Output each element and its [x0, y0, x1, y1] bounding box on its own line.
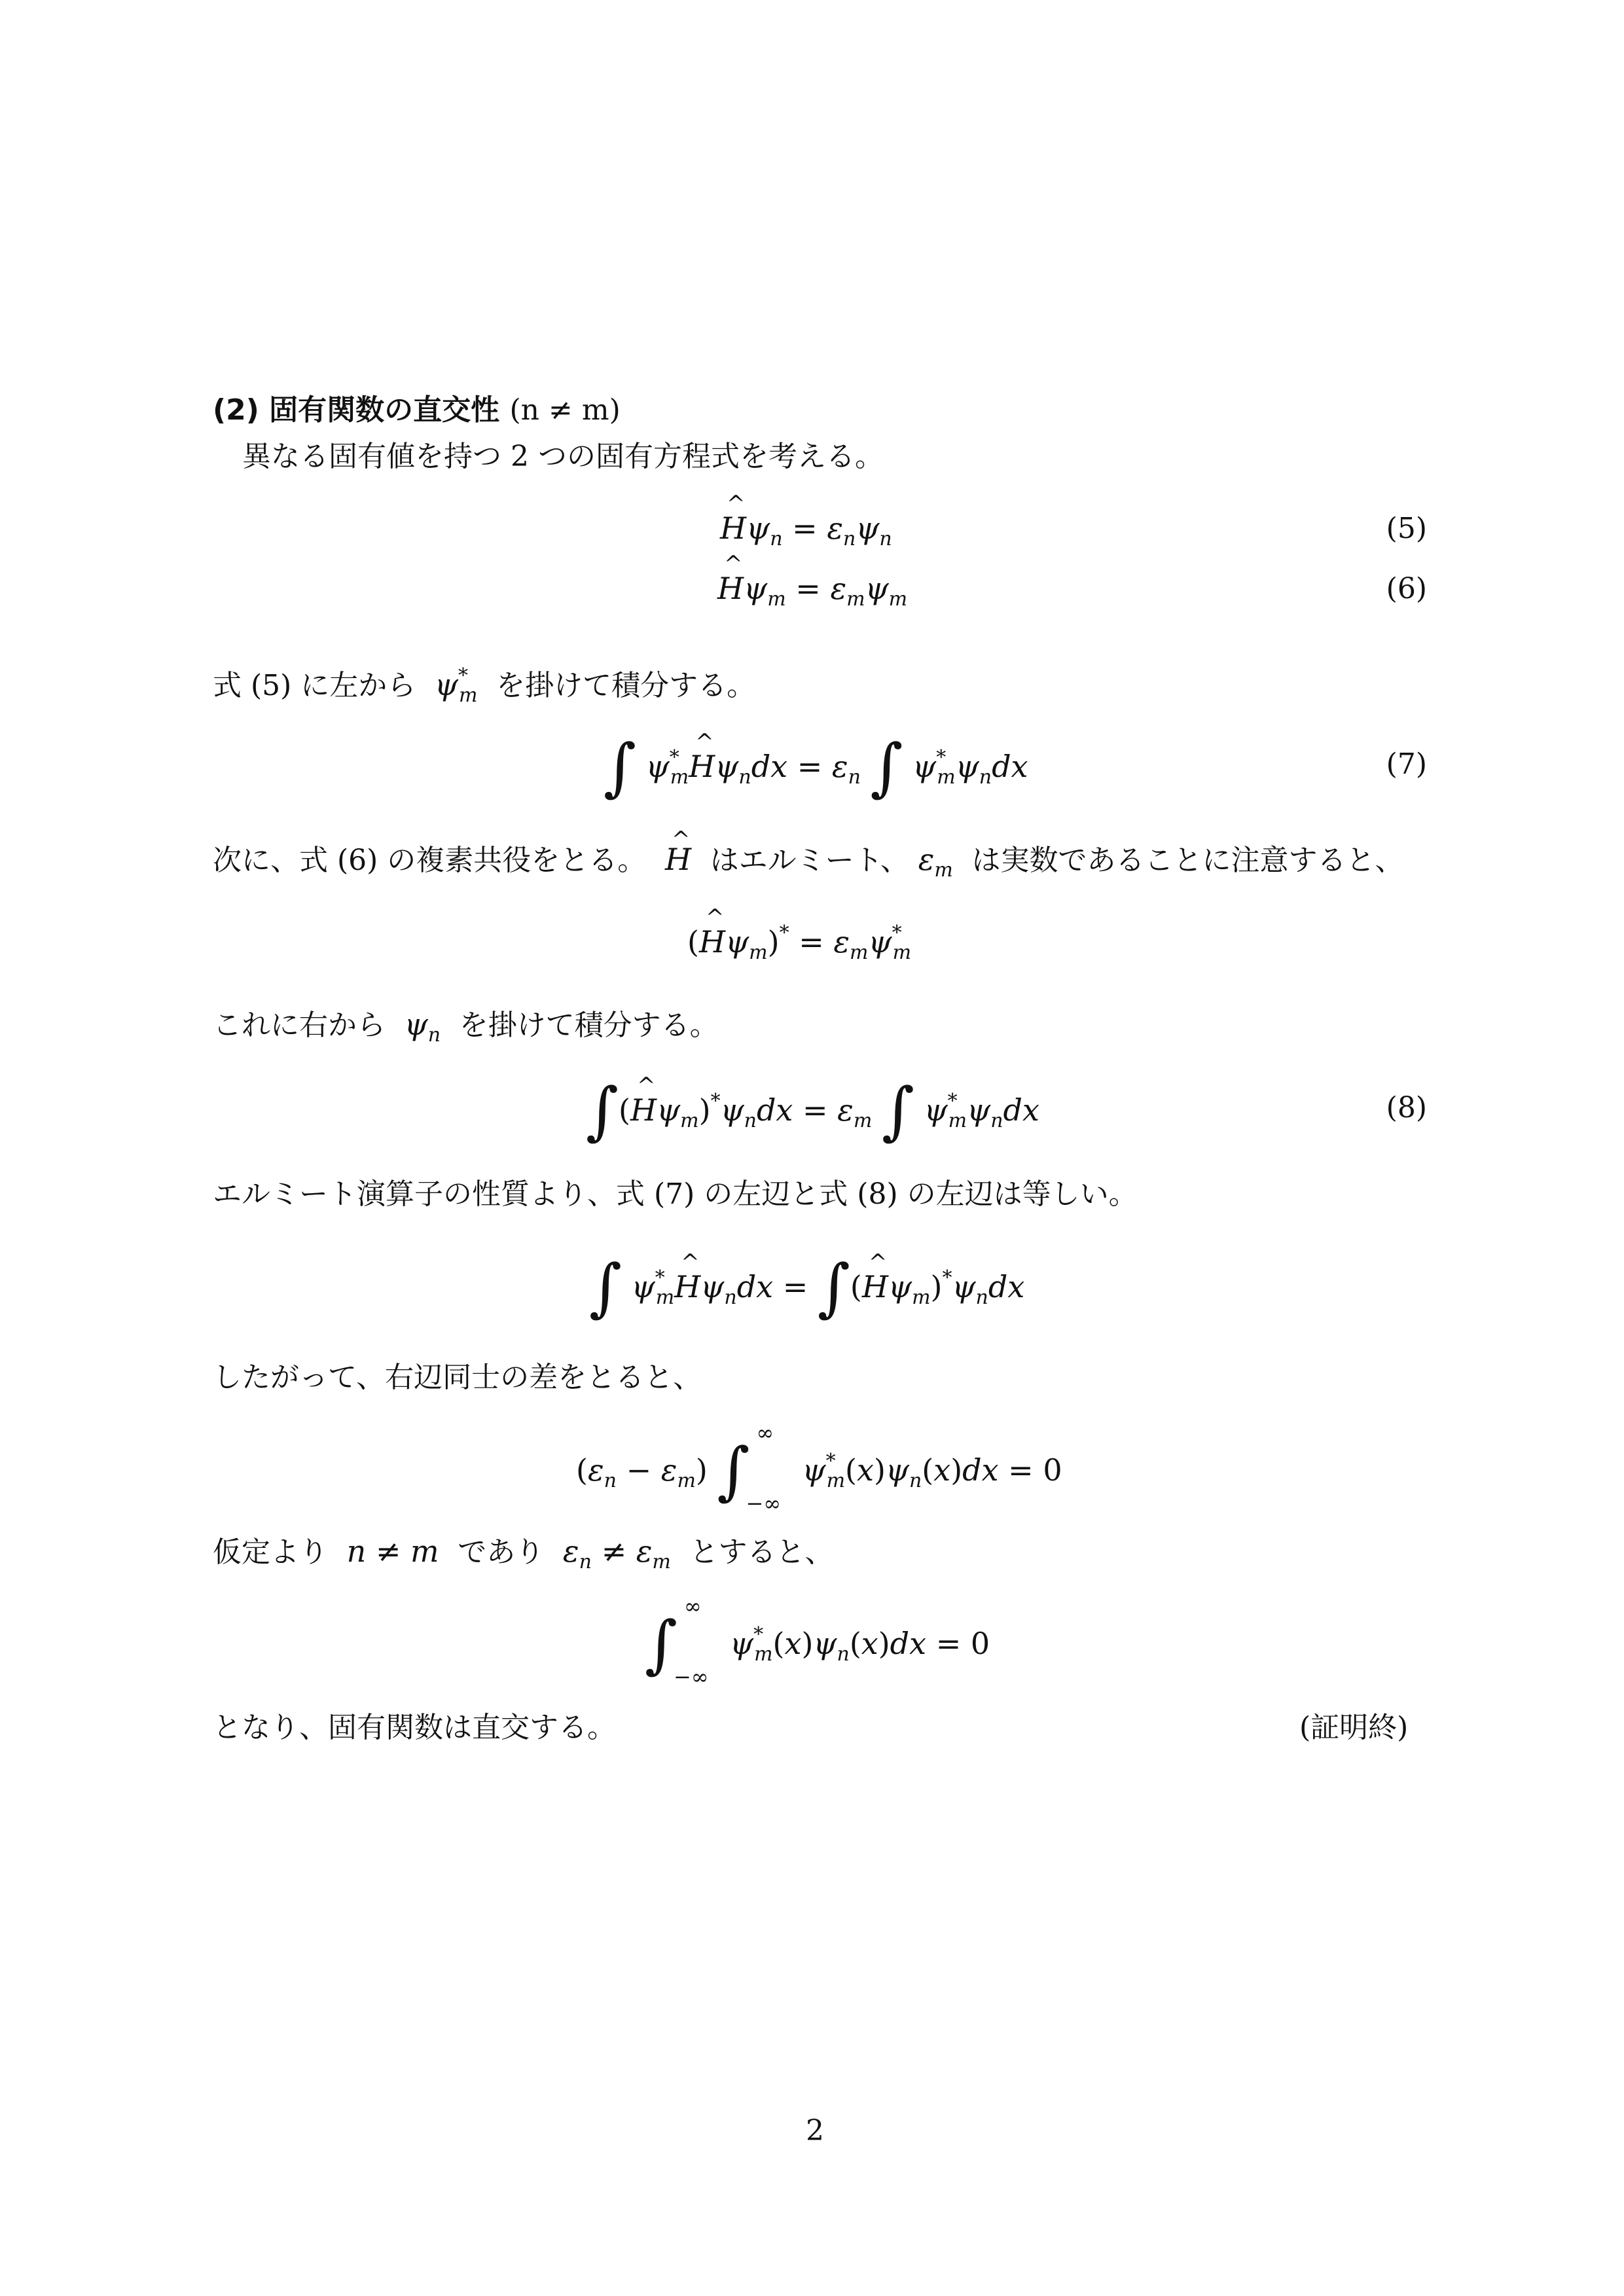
paragraph-difference: したがって、右辺同士の差をとると、	[213, 1361, 702, 1394]
math-epsilon-m: $\varepsilon_m$	[918, 842, 953, 882]
text-segment: を掛けて積分する。	[496, 669, 756, 702]
equation-7: ∫ $\psi^*_m\^{}$ $H\psi_ndx = \varepsilon_n$ ∫ $\psi^*_m\psi_ndx$	[604, 746, 1028, 789]
equation-number-7: (7)	[1386, 747, 1427, 781]
paragraph-conclusion: となり、固有関数は直交する。	[213, 1711, 616, 1744]
math-psi-n: $\psi_n$	[395, 1007, 441, 1047]
equation-orthogonality: ∫ ∞ −∞ $\psi^*_m(x)\psi_n(x)dx = 0$	[645, 1594, 990, 1689]
text-segment: を掛けて積分する。	[459, 1009, 719, 1042]
equation-conjugate: (^ $H\psi_m)^* = \varepsilon_m\psi^*_m$	[687, 922, 911, 964]
math-h-hat: ^ H	[655, 842, 700, 877]
qed-mark: (証明終)	[1299, 1711, 1409, 1744]
paragraph-complex-conjugate	[213, 840, 1404, 890]
text-segment: とすると、	[689, 1535, 834, 1569]
text-segment: であり	[458, 1535, 545, 1569]
equation-8: ∫(^ $H\psi_m)^*\psi_ndx = \varepsilon_m$ ∫ $\psi^*_m\psi_ndx$	[586, 1090, 1039, 1132]
equation-difference: $(\varepsilon_n - \varepsilon_m)$ ∫ ∞ −∞ $\psi^*_m(x)\psi_n(x)dx = 0$	[576, 1420, 1062, 1516]
text-segment: これに右から	[213, 1009, 386, 1042]
paragraph-intro: 異なる固有値を持つ 2 つの固有方程式を考える。	[242, 440, 884, 473]
equation-number-5: (5)	[1386, 512, 1427, 545]
equation-number-8: (8)	[1386, 1091, 1427, 1124]
text-segment: はエルミート、	[710, 844, 909, 877]
text-segment: 式 (5) に左から	[213, 669, 416, 702]
page-number: 2	[806, 2114, 824, 2147]
paragraph-multiply-left	[213, 656, 755, 715]
equation-6: ^ $H\psi_m = \varepsilon_m\psi_m$	[717, 571, 907, 611]
math-n-neq-m: n ≠ m	[337, 1534, 449, 1569]
math-psi-m-star: $\psi^*_m$	[425, 664, 478, 707]
equation-hermitian-equality: ∫ $\psi^*_m\^{}$ $H\psi_ndx$ = ∫(^ $H\psi_m)^*\psi_ndx$	[589, 1266, 1024, 1309]
equation-number-6: (6)	[1386, 572, 1427, 605]
text-segment: は実数であることに注意すると、	[971, 844, 1404, 877]
equation-5: ^ $H\psi_n = \varepsilon_n\psi_n$	[720, 511, 892, 550]
text-segment: 次に、式 (6) の複素共役をとる。	[213, 844, 647, 877]
paragraph-multiply-right	[213, 1005, 719, 1055]
text-segment: 仮定より	[213, 1535, 328, 1569]
paragraph-assumption	[213, 1532, 834, 1582]
math-eps-n-neq-eps-m: $\varepsilon_n \ne \varepsilon_m$	[553, 1534, 671, 1573]
section-heading	[213, 386, 621, 428]
section-number: (2)	[213, 393, 259, 427]
section-title: 固有関数の直交性	[269, 393, 500, 427]
section-condition: (n ≠ m)	[509, 393, 621, 427]
paragraph-hermitian-property: エルミート演算子の性質より、式 (7) の左辺と式 (8) の左辺は等しい。	[213, 1177, 1138, 1211]
